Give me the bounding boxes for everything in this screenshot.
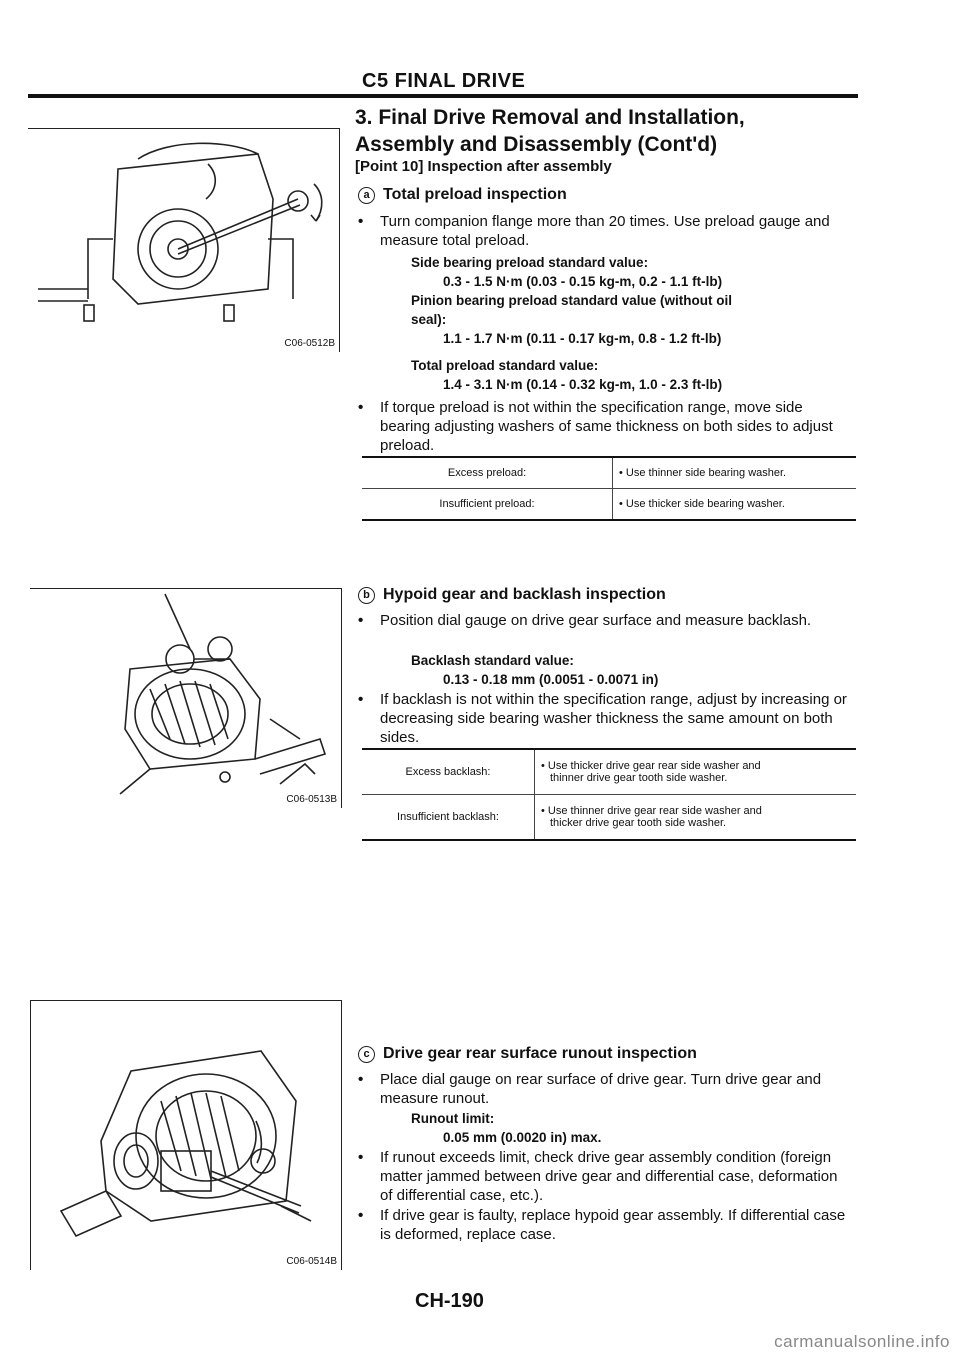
spec-backlash-label: Backlash standard value: bbox=[411, 653, 574, 668]
title-line-2: Assembly and Disassembly (Cont'd) bbox=[355, 133, 718, 156]
figure-total-preload bbox=[28, 128, 340, 352]
bullet-text: Place dial gauge on rear surface of drive gear. Turn drive gear and measure runout. bbox=[380, 1071, 822, 1107]
marker-a-icon: a bbox=[358, 187, 375, 204]
backlash-dial-gauge-illustration bbox=[30, 589, 340, 807]
table-cell-action-line-1: • Use thinner drive gear rear side washer and bbox=[541, 805, 762, 817]
table-cell-condition: Excess preload: bbox=[362, 457, 613, 489]
table-row bbox=[362, 457, 856, 489]
bullet-dot-icon: • bbox=[358, 1149, 364, 1166]
bullet-dot-icon: • bbox=[358, 691, 364, 708]
bullet-item bbox=[358, 398, 854, 455]
spec-backlash-value: 0.13 - 0.18 mm (0.0051 - 0.0071 in) bbox=[443, 672, 659, 687]
title-line-1: 3. Final Drive Removal and Installation, bbox=[355, 106, 745, 129]
runout-dial-gauge-illustration bbox=[31, 1001, 341, 1269]
spec-total-label: Total preload standard value: bbox=[411, 358, 599, 373]
spec-total-value: 1.4 - 3.1 N·m (0.14 - 0.32 kg-m, 1.0 - 2.3 ft-lb) bbox=[443, 377, 723, 392]
table-cell-action-line-2: thinner drive gear tooth side washer. bbox=[550, 772, 728, 784]
final-drive-preload-illustration bbox=[28, 129, 338, 351]
figure-code: C06-0512B bbox=[284, 338, 335, 349]
section-a-heading: Total preload inspection bbox=[383, 186, 567, 203]
spec-runout-value: 0.05 mm (0.0020 in) max. bbox=[443, 1130, 602, 1145]
figure-backlash bbox=[30, 588, 342, 808]
section-c-title bbox=[358, 1045, 697, 1063]
marker-b-icon: b bbox=[358, 587, 375, 604]
table-row bbox=[362, 749, 856, 795]
marker-c-icon: c bbox=[358, 1046, 375, 1063]
bullet-item bbox=[358, 212, 854, 250]
header-rule bbox=[28, 94, 858, 98]
preload-adjustment-table bbox=[362, 456, 856, 521]
table-cell-action-line-1: • Use thicker drive gear rear side washer and bbox=[541, 760, 761, 772]
page-title bbox=[355, 104, 855, 158]
table-cell-condition: Insufficient backlash: bbox=[362, 795, 535, 841]
bullet-item bbox=[358, 1070, 854, 1108]
section-b-heading: Hypoid gear and backlash inspection bbox=[383, 586, 666, 603]
spec-pinion-label-1: Pinion bearing preload standard value (without oil bbox=[411, 293, 733, 308]
bullet-dot-icon: • bbox=[358, 612, 364, 629]
bullet-item bbox=[358, 690, 854, 747]
figure-runout bbox=[30, 1000, 342, 1270]
section-header: C5 FINAL DRIVE bbox=[362, 70, 526, 92]
bullet-dot-icon: • bbox=[358, 213, 364, 230]
bullet-item bbox=[358, 1148, 854, 1205]
table-cell-action: • Use thicker side bearing washer. bbox=[613, 489, 857, 521]
figure-code: C06-0513B bbox=[286, 794, 337, 805]
table-cell-action bbox=[535, 749, 857, 795]
table-cell-action-line-2: thicker drive gear tooth side washer. bbox=[550, 817, 727, 829]
table-cell-condition: Excess backlash: bbox=[362, 749, 535, 795]
page-number: CH-190 bbox=[415, 1290, 484, 1312]
table-cell-action bbox=[535, 795, 857, 841]
bullet-item bbox=[358, 611, 854, 630]
section-c-heading: Drive gear rear surface runout inspection bbox=[383, 1045, 697, 1062]
table-row bbox=[362, 795, 856, 841]
bullet-text: If drive gear is faulty, replace hypoid gear assembly. If differential case is deformed, replace case. bbox=[380, 1207, 846, 1243]
bullet-text: Turn companion flange more than 20 times. Use preload gauge and measure total preload. bbox=[380, 213, 830, 249]
spec-pinion-value: 1.1 - 1.7 N·m (0.11 - 0.17 kg-m, 0.8 - 1.2 ft-lb) bbox=[443, 331, 722, 346]
table-row bbox=[362, 489, 856, 521]
table-cell-condition: Insufficient preload: bbox=[362, 489, 613, 521]
page-subtitle: [Point 10] Inspection after assembly bbox=[355, 158, 612, 175]
spec-side-value: 0.3 - 1.5 N·m (0.03 - 0.15 kg-m, 0.2 - 1.1 ft-lb) bbox=[443, 274, 723, 289]
section-a-title bbox=[358, 186, 567, 204]
backlash-adjustment-table bbox=[362, 748, 856, 841]
bullet-text: If runout exceeds limit, check drive gear assembly condition (foreign matter jammed between drive gear and differential case, deformation of differential case, etc.). bbox=[380, 1149, 838, 1204]
spec-runout-label: Runout limit: bbox=[411, 1111, 495, 1126]
table-cell-action: • Use thinner side bearing washer. bbox=[613, 457, 857, 489]
bullet-dot-icon: • bbox=[358, 1207, 364, 1224]
spec-side-label: Side bearing preload standard value: bbox=[411, 255, 649, 270]
bullet-dot-icon: • bbox=[358, 1071, 364, 1088]
section-b-title bbox=[358, 586, 666, 604]
bullet-text: If torque preload is not within the specification range, move side bearing adjusting washers of same thickness on both sides to adjust preload. bbox=[380, 399, 833, 454]
figure-code: C06-0514B bbox=[286, 1256, 337, 1267]
bullet-text: Position dial gauge on drive gear surface and measure backlash. bbox=[380, 612, 812, 629]
spec-pinion-label-2: seal): bbox=[411, 312, 447, 327]
bullet-text: If backlash is not within the specification range, adjust by increasing or decreasing side bearing washer thickness the same amount on both sides. bbox=[380, 691, 847, 746]
watermark: carmanualsonline.info bbox=[774, 1332, 950, 1351]
bullet-item bbox=[358, 1206, 854, 1244]
bullet-dot-icon: • bbox=[358, 399, 364, 416]
